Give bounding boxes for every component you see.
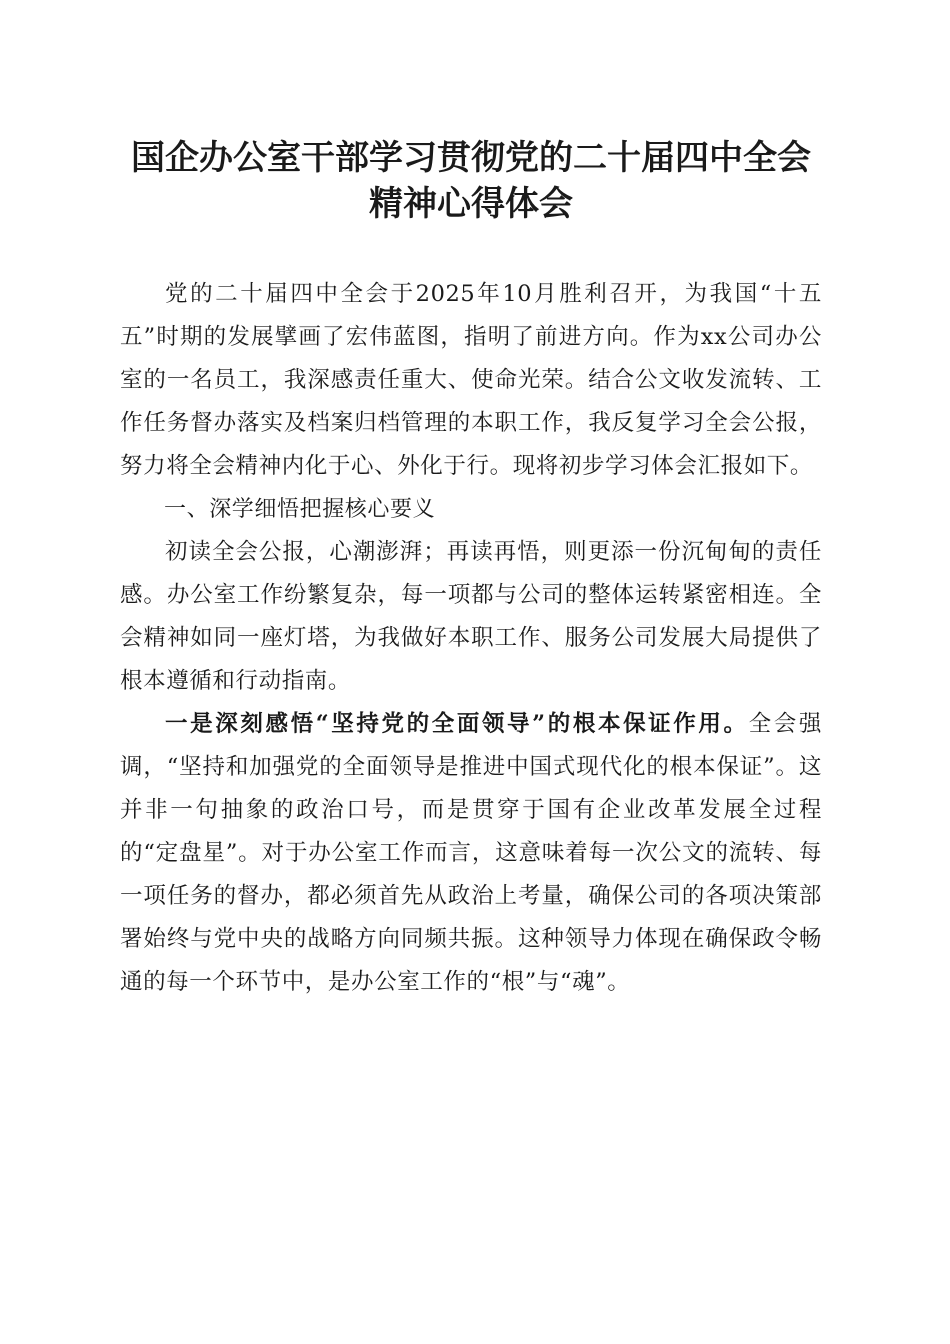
title-line-1: 国企办公室干部学习贯彻党的二十届四中全会 xyxy=(131,138,811,178)
section-1-paragraph-2-lead: 一是深刻感悟“坚持党的全面领导”的根本保证作用。 xyxy=(165,711,749,737)
section-1-heading: 一、深学细悟把握核心要义 xyxy=(164,497,436,522)
intro-paragraph: 党的二十届四中全会于2025年10月胜利召开，为我国“十五五”时期的发展擘画了宏伟蓝图，指明了前进方向。作为xx公司办公室的一名员工，我深感责任重大、使命光荣。结合公文收发流转、工作任务督办落实及档案归档管理的本职工作，我反复学习全会公报，努力将全会精神内化于心、外化于行。现将初步学习体会汇报如下。 xyxy=(120,281,822,479)
section-1-paragraph-1: 初读全会公报，心潮澎湃；再读再悟，则更添一份沉甸甸的责任感。办公室工作纷繁复杂，每一项都与公司的整体运转紧密相连。全会精神如同一座灯塔，为我做好本职工作、服务公司发展大局提供了根本遵循和行动指南。 xyxy=(120,539,822,694)
document-title xyxy=(120,135,822,227)
document-body xyxy=(120,273,822,1004)
section-1-paragraph-2-body: 全会强调，“坚持和加强党的全面领导是推进中国式现代化的根本保证”。这并非一句抽象的政治口号，而是贯穿于国有企业改革发展全过程的“定盘星”。对于办公室工作而言，这意味着每一次公文的流转、每一项任务的督办，都必须首先从政治上考量，确保公司的各项决策部署始终与党中央的战略方向同频共振。这种领导力体现在确保政令畅通的每一个环节中，是办公室工作的“根”与“魂”。 xyxy=(120,711,822,995)
document-page xyxy=(120,135,822,1004)
section-1-paragraph-2 xyxy=(120,703,822,1004)
title-line-2: 精神心得体会 xyxy=(369,184,573,224)
